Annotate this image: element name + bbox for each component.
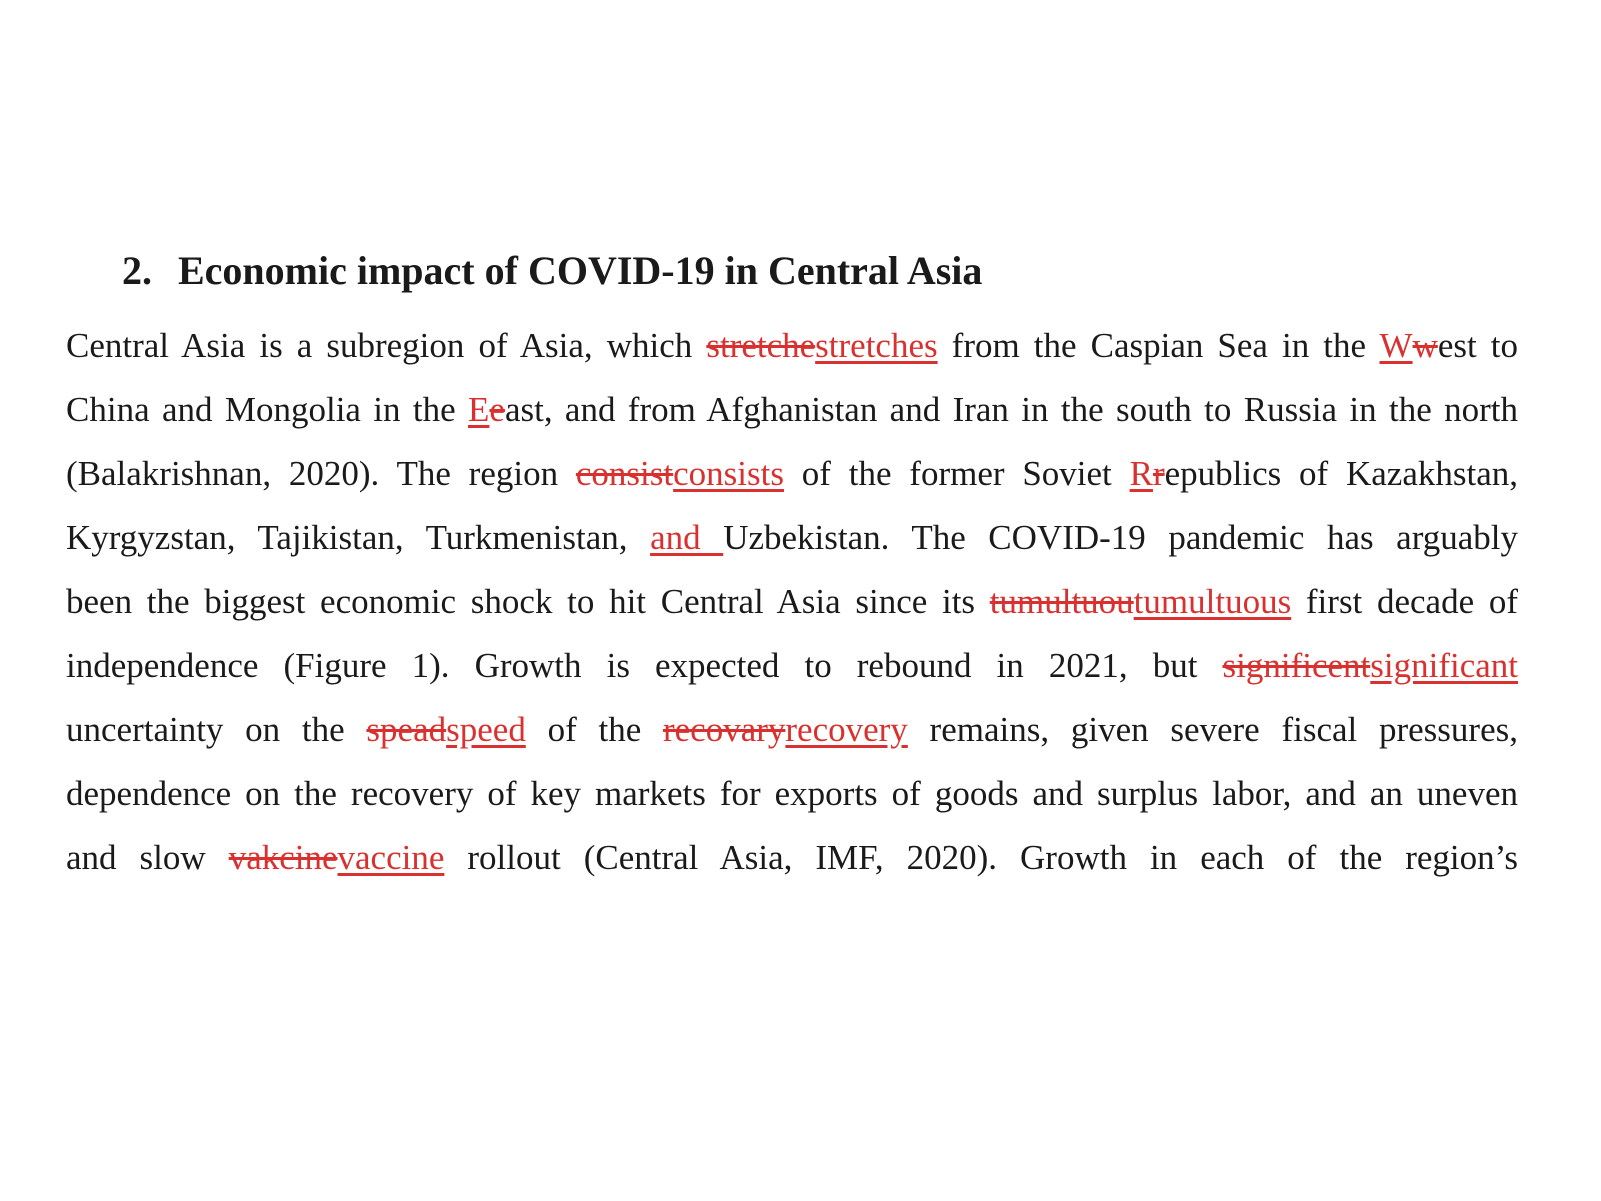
tracked-insertion: stretches [815,326,938,365]
text-run: Uzbekistan. The COVID-19 pandemic has arguably [723,518,1518,557]
text-run: remains, given severe fiscal pressures, [907,710,1518,749]
section-title: Economic impact of COVID-19 in Central Asia [178,248,983,293]
tracked-insertion: tumultuous [1133,582,1292,621]
tracked-insertion: significant [1370,646,1518,685]
tracked-deletion: e [489,390,505,429]
text-run: been the biggest economic shock to hit Central Asia since its [66,582,990,621]
text-run: uncertainty on the [66,710,367,749]
paragraph-line [66,762,1518,826]
text-run: of the former Soviet [783,454,1130,493]
text-run: dependence on the recovery of key markets for exports of goods and surplus labor, and an uneven [66,774,1518,813]
text-run: Central Asia is a subregion of Asia, which [66,326,707,365]
text-run: independence (Figure 1). Growth is expected to rebound in 2021, but [66,646,1223,685]
text-run: epublics of Kazakhstan, [1164,454,1518,493]
text-run: China and Mongolia in the [66,390,468,429]
tracked-deletion: tumultuou [989,582,1134,621]
text-run: and slow [66,838,229,877]
section-heading [122,247,982,295]
section-number: 2. [122,248,152,293]
text-run: of the [525,710,663,749]
tracked-insertion: vaccine [337,838,445,877]
paragraph-line [66,826,1518,890]
text-run: ast, and from Afghanistan and Iran in the south to Russia in the north [504,390,1518,429]
tracked-deletion: recovary [662,710,786,749]
text-run: first decade of [1291,582,1518,621]
tracked-deletion: w [1412,326,1438,365]
paragraph-line [66,634,1518,698]
tracked-insertion: speed [446,710,526,749]
tracked-deletion: vakcine [228,838,338,877]
tracked-deletion: spead [366,710,447,749]
text-run: est to [1437,326,1518,365]
text-run: from the Caspian Sea in the [937,326,1380,365]
paragraph-line [66,442,1518,506]
paragraph-line [66,506,1518,570]
text-run: Kyrgyzstan, Tajikistan, Turkmenistan, [66,518,651,557]
tracked-deletion: significent [1222,646,1371,685]
tracked-deletion: stretche [706,326,816,365]
tracked-deletion: consist [575,454,674,493]
tracked-insertion: and [650,518,724,557]
text-run: (Balakrishnan, 2020). The region [66,454,576,493]
tracked-insertion: recovery [785,710,908,749]
paragraph-line [66,314,1518,378]
tracked-insertion: E [468,390,490,429]
paragraph-line [66,698,1518,762]
paragraph-line [66,378,1518,442]
tracked-insertion: R [1129,454,1153,493]
tracked-insertion: consists [673,454,784,493]
paragraph-line [66,570,1518,634]
text-run: rollout (Central Asia, IMF, 2020). Growth in each of the region’s [444,838,1518,877]
tracked-deletion: r [1152,454,1165,493]
tracked-insertion: W [1379,326,1413,365]
body-paragraph [66,314,1518,890]
